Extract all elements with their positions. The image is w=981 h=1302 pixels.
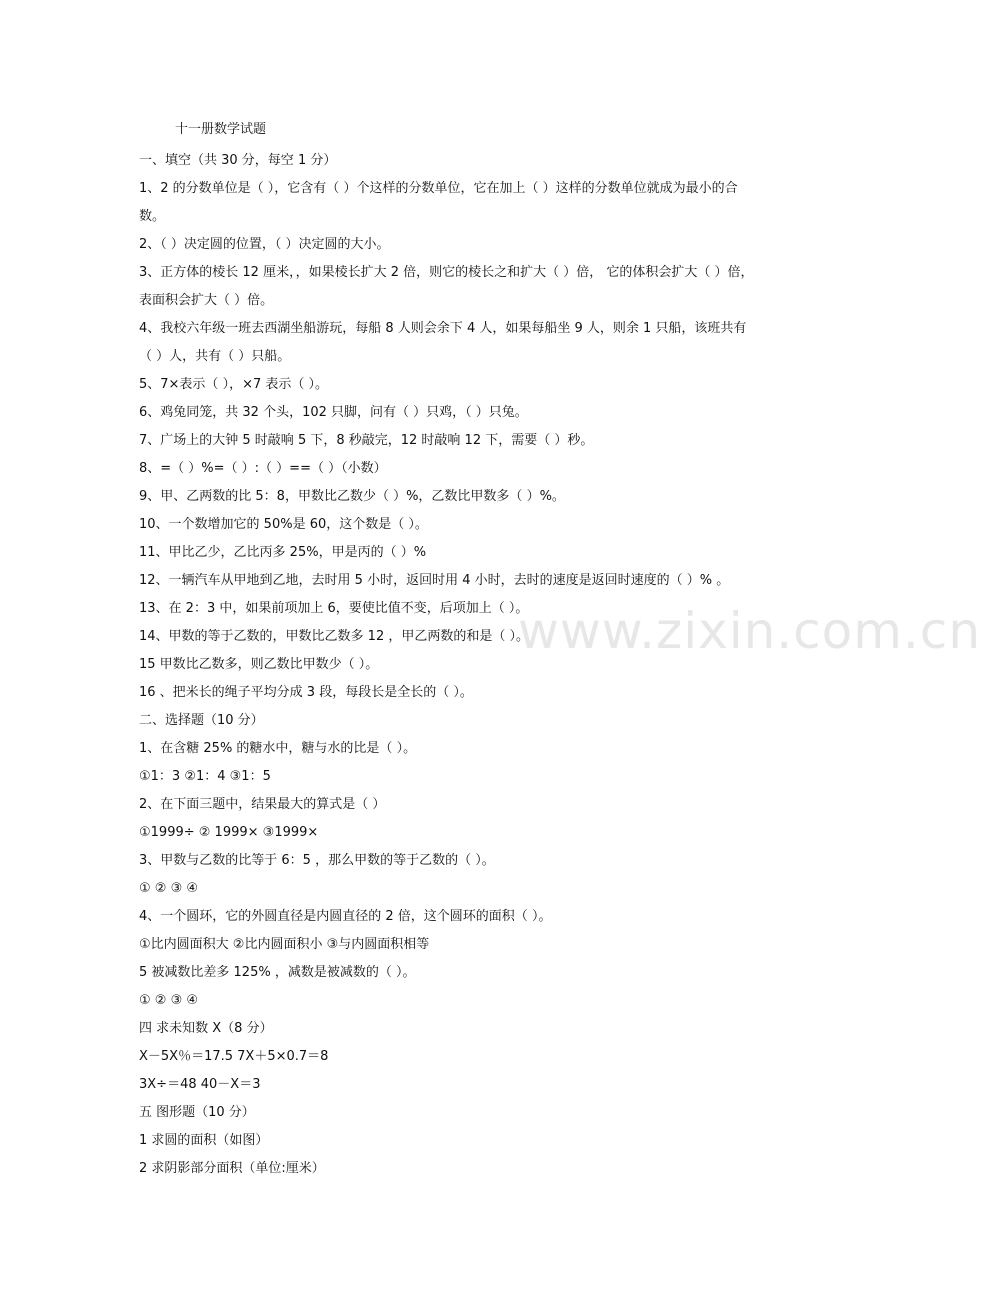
section-heading-fill-in: 一、填空（共 30 分，每空 1 分） [139,153,337,168]
question-line: 3、甲数与乙数的比等于 6：5 ，那么甲数的等于乙数的（ ）。 [139,853,495,868]
section-heading-choice: 二、选择题（10 分） [139,713,264,728]
question-line: 表面积会扩大（ ）倍。 [139,293,274,308]
answer-options: ①1：3 ②1：4 ③1：5 [139,769,271,784]
question-line: 8、=（ ）%=（ ）:（ ）==（ ）（小数） [139,461,387,476]
question-line: 11、甲比乙少，乙比丙多 25%，甲是丙的（ ）% [139,545,427,560]
question-line: 9、甲、乙两数的比 5：8，甲数比乙数少（ ）%，乙数比甲数多（ ）%。 [139,489,565,504]
question-line: 1 求圆的面积（如图） [139,1133,269,1148]
answer-options: ①1999÷ ② 1999× ③1999× [139,825,319,840]
question-line: 7、广场上的大钟 5 时敲响 5 下，8 秒敲完，12 时敲响 12 下，需要（ ）秒。 [139,433,594,448]
question-line: 3、正方体的棱长 12 厘米，，如果棱长扩大 2 倍，则它的棱长之和扩大（ ）倍， 它的体积会扩大（ ）倍， [139,265,754,280]
question-line: 1、在含糖 25% 的糖水中，糖与水的比是（ ）。 [139,741,417,756]
question-line: 10、一个数增加它的 50%是 60，这个数是（ ）。 [139,517,428,532]
question-line: 15 甲数比乙数多，则乙数比甲数少（ ）。 [139,657,379,672]
question-line: 13、在 2：3 中，如果前项加上 6，要使比值不变，后项加上（ ）。 [139,601,529,616]
equation-line: 3X÷＝48 40－X＝3 [139,1077,261,1092]
answer-options: ① ② ③ ④ [139,993,199,1008]
section-heading-geometry: 五 图形题（10 分） [139,1105,255,1120]
question-line: 5、7×表示（ ），×7 表示（ ）。 [139,377,328,392]
question-line: 4、一个圆环，它的外圆直径是内圆直径的 2 倍，这个圆环的面积（ ）。 [139,909,552,924]
question-line: 14、甲数的等于乙数的，甲数比乙数多 12 ，甲乙两数的和是（ ）。 [139,629,529,644]
question-line: 6、鸡兔同笼，共 32 个头，102 只脚，问有（ ）只鸡，（ ）只兔。 [139,405,528,420]
question-line: 12、一辆汽车从甲地到乙地，去时用 5 小时，返回时用 4 小时，去时的速度是返回时速度的（ ）% 。 [139,573,730,588]
question-line: 16 、把米长的绳子平均分成 3 段，每段长是全长的（ ）。 [139,685,473,700]
question-line: 2、在下面三题中，结果最大的算式是（ ） [139,797,386,812]
document-title: 十一册数学试题 [175,122,267,137]
answer-options: ①比内圆面积大 ②比内圆面积小 ③与内圆面积相等 [139,937,430,952]
question-line: （ ）人，共有（ ）只船。 [139,349,291,364]
document-body [139,147,799,1183]
question-line: 5 被减数比差多 125% ，减数是被减数的（ ）。 [139,965,416,980]
question-line: 2 求阴影部分面积（单位:厘米） [139,1161,325,1176]
equation-line: X－5X％＝17.5 7X＋5×0.7＝8 [139,1049,329,1064]
section-heading-solve-x: 四 求未知数 X（8 分） [139,1021,273,1036]
answer-options: ① ② ③ ④ [139,881,199,896]
question-line: 4、我校六年级一班去西湖坐船游玩，每船 8 人则会余下 4 人，如果每船坐 9 人，则余 1 只船，该班共有 [139,321,747,336]
watermark: www.zixin.com.cn [518,602,981,660]
question-line: 2、（ ）决定圆的位置，（ ）决定圆的大小。 [139,237,390,252]
question-line: 1、2 的分数单位是（ ），它含有（ ）个这样的分数单位，它在加上（ ）这样的分数单位就成为最小的合 [139,181,738,196]
question-line: 数。 [139,209,166,224]
